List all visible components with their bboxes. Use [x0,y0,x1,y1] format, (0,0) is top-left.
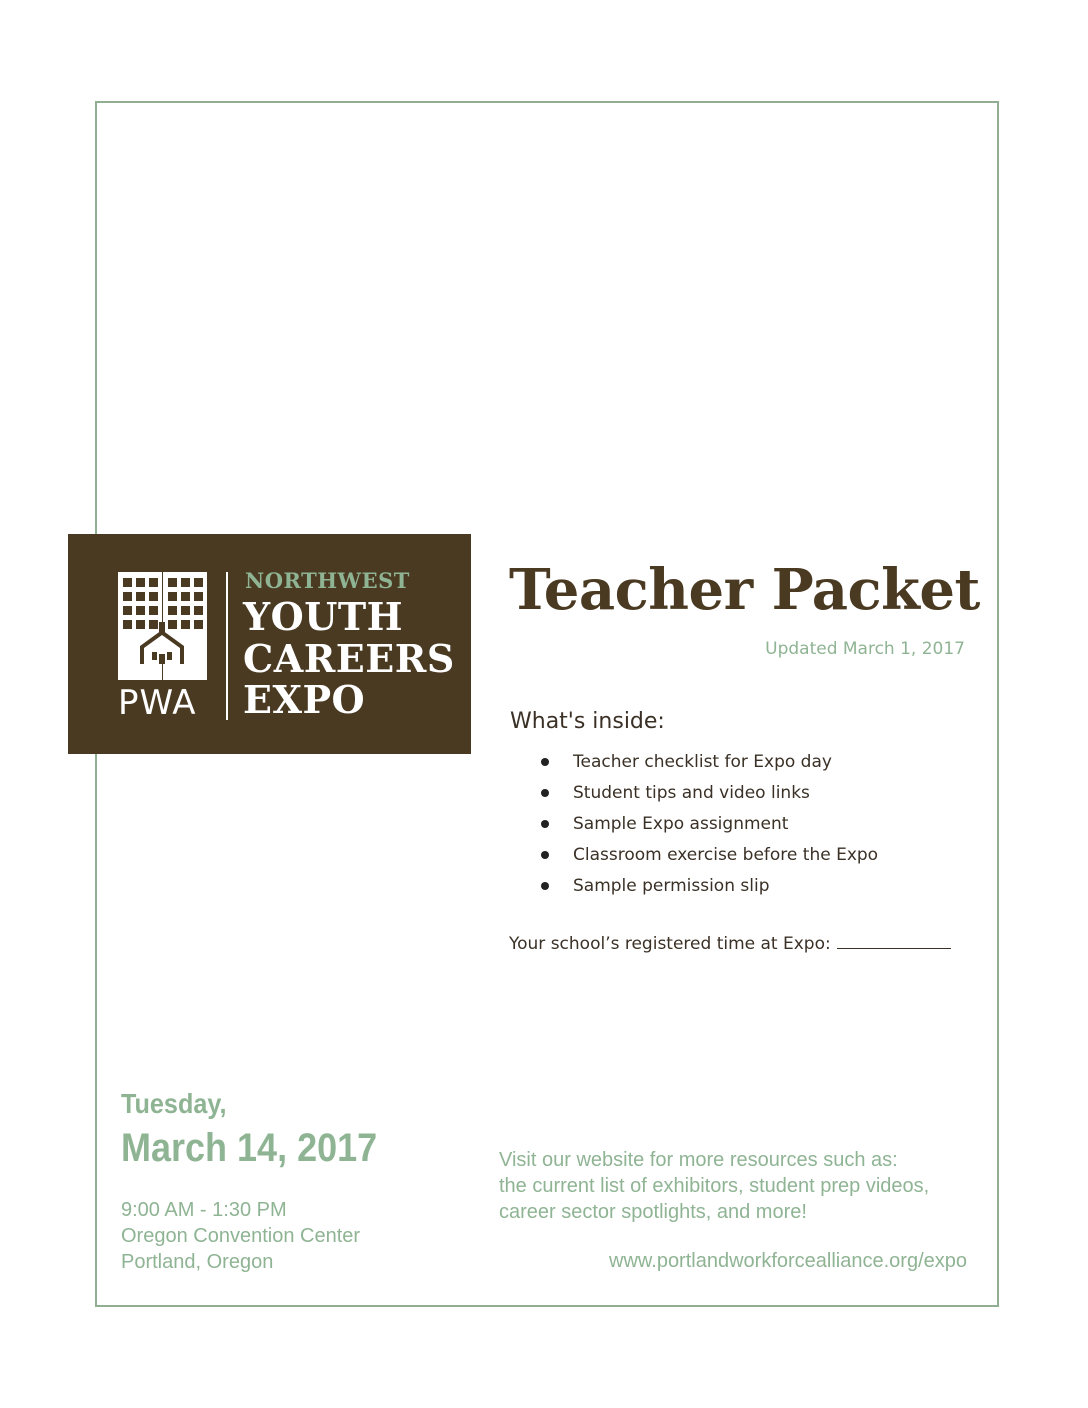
registered-time-line [509,934,951,954]
list-item [540,872,878,903]
bullet-icon [541,758,549,766]
visit-line: Visit our website for more resources such as: [499,1149,898,1171]
logo-careers: CAREERS [243,636,455,681]
list-item-label: Sample permission slip [573,876,770,896]
event-city: Portland, Oregon [121,1251,274,1273]
event-venue: Oregon Convention Center [121,1225,361,1247]
list-item [540,748,878,779]
bullet-icon [541,851,549,859]
logo-divider [226,572,228,720]
inside-heading: What's inside: [510,709,665,734]
visit-line: the current list of exhibitors, student prep videos, [499,1175,930,1197]
list-item-label: Sample Expo assignment [573,814,789,834]
bullet-icon [541,820,549,828]
list-item [540,779,878,810]
website-link[interactable]: www.portlandworkforcealliance.org/expo [609,1250,967,1272]
bullet-icon [541,789,549,797]
updated-date: Updated March 1, 2017 [765,639,965,659]
event-details [121,1197,360,1275]
logo-expo: EXPO [243,677,366,722]
event-time: 9:00 AM - 1:30 PM [121,1199,287,1221]
list-item [540,810,878,841]
registered-time-label: Your school’s registered time at Expo: [509,934,831,954]
list-item-label: Student tips and video links [573,783,810,803]
list-item [540,841,878,872]
event-day: Tuesday, [121,1088,227,1119]
logo-youth: YOUTH [243,594,404,639]
visit-text [499,1147,929,1225]
list-item-label: Classroom exercise before the Expo [573,845,879,865]
logo-pwa: PWA [118,683,197,723]
logo-northwest: NORTHWEST [245,568,410,593]
event-date: March 14, 2017 [121,1126,378,1170]
visit-line: career sector spotlights, and more! [499,1201,807,1223]
inside-list [540,748,878,903]
bullet-icon [541,882,549,890]
list-item-label: Teacher checklist for Expo day [573,752,832,772]
registered-time-blank [837,934,951,949]
page-title: Teacher Packet [509,557,980,623]
